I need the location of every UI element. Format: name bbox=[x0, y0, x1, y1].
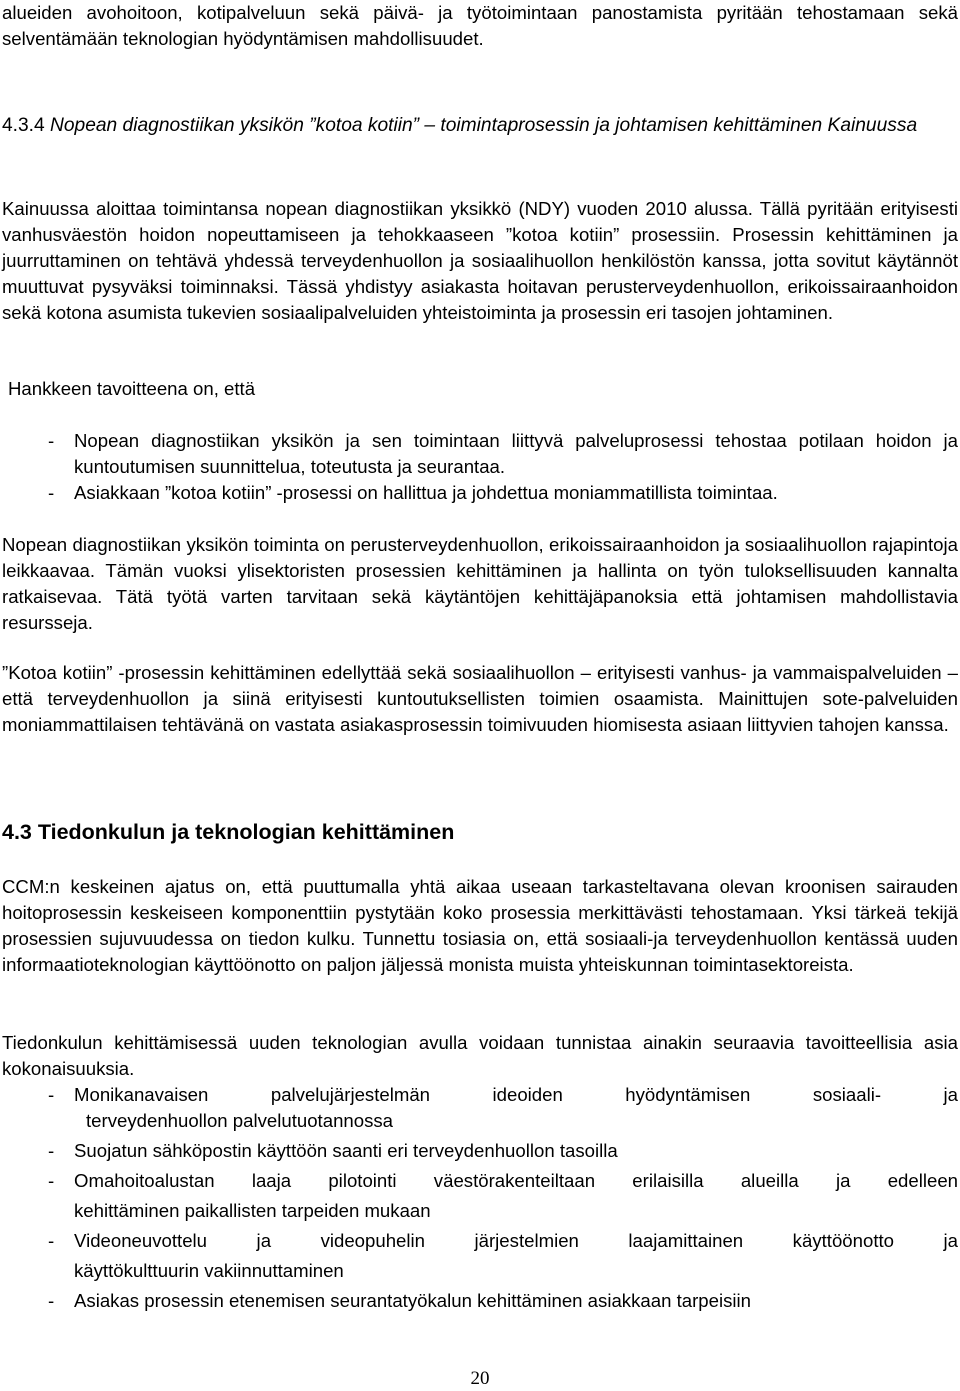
bullet-dash: - bbox=[48, 1290, 55, 1311]
goals-tech-list bbox=[2, 1082, 958, 1314]
section-4-3-4-paragraph-2: Nopean diagnostiikan yksikön toiminta on perusterveydenhuollon, erikoissairaanhoidon ja sosiaalihuollon rajapintoja leikkaavaa. Tämän vuoksi ylisektoristen prosessien kehittäminen ja hallinta on työn tuloksellisuuden kannalta ratkaisevaa. Tätä työtä varten tarvitaan sekä käytäntöjen kehittäjäpanoksia että johtamisen mahdollistavia resursseja. bbox=[2, 534, 958, 633]
section-4-3-4-paragraph-3: ”Kotoa kotiin” -prosessin kehittäminen edellyttää sekä sosiaalihuollon – erityisesti vanhus- ja vammaispalveluiden – että terveydenhuollon ja siinä erityisesti kuntoutuksellisten toimien osaamista. Mainittujen sote-palveluiden moniammattilaisen tehtävänä on vastata asiakasprosessin toimivuuden hiomisesta asiaan liittyvien tahojen kanssa. bbox=[2, 662, 958, 735]
section-4-3-paragraph-2: Tiedonkulun kehittämisessä uuden teknologian avulla voidaan tunnistaa ainakin seuraavia tavoitteellisia asia kokonaisuuksia. bbox=[2, 1032, 958, 1079]
tech-list-item: - Omahoitoalustan laaja pilotointi väestörakenteiltaan erilaisilla alueilla ja edelleen kehittäminen paikallisten tarpeiden mukaan bbox=[48, 1170, 958, 1221]
bullet-dash: - bbox=[48, 1084, 55, 1105]
bullet-dash: - bbox=[48, 1170, 55, 1191]
section-4-3-4-paragraph-1: Kainuussa aloittaa toimintansa nopean diagnostiikan yksikkö (NDY) vuoden 2010 alussa. Tällä pyritään erityisesti vanhusväestön hoidon nopeuttamiseen ja tehokkaaseen ”kotoa kotiin” prosessiin. Prosessin kehittäminen ja juurruttaminen on tehtävä yhdessä terveydenhuollon ja sosiaalihuollon henkilöstön kanssa, jotta sovitut käytännöt muuttuvat pysyväksi toiminnaksi. Tässä yhdistyy asiakasta hoitavan perusterveydenhuollon, erikoissairaanhoidon sekä kotona asumista tukevien sosiaalipalveluiden yhteistoiminta ja prosessin eri tasojen johtaminen. bbox=[2, 198, 958, 323]
goals-list-item: - Asiakkaan ”kotoa kotiin” -prosessi on hallittua ja johdettua moniammatillista toimintaa. bbox=[2, 480, 958, 506]
tech-list-item: - Suojatun sähköpostin käyttöön saanti eri terveydenhuollon tasoilla bbox=[2, 1138, 958, 1164]
bullet-dash: - bbox=[48, 430, 55, 451]
section-number: 4.3.4 bbox=[2, 115, 45, 136]
bullet-dash: - bbox=[48, 1230, 55, 1251]
bullet-dash: - bbox=[48, 482, 55, 503]
section-4-3-heading: 4.3 Tiedonkulun ja teknologian kehittäminen bbox=[2, 820, 455, 844]
goals-list bbox=[2, 428, 958, 506]
section-4-3-paragraph-1: CCM:n keskeinen ajatus on, että puuttumalla yhtä aikaa useaan tarkasteltavana olevan kroonisen sairauden hoitoprosessin keskeiseen komponenttiin pystytään koko prosessia merkittävästi tehostamaan. Yksi tärkeä tekijä prosessien sujuvuudessa on tiedon kulku. Tunnettu tosiasia on, että sosiaali-ja terveydenhuollon kentässä uuden informaatioteknologian käyttöönotto on paljon jäljessä monista muista yhteiskunnan toimintasektoreista. bbox=[2, 876, 958, 975]
tech-list-item: - Monikanavaisen palvelujärjestelmän ideoiden hyödyntämisen sosiaali- ja terveydenhuollon palvelutuotannossa bbox=[48, 1084, 958, 1131]
tech-list-item: - Asiakas prosessin etenemisen seurantatyökalun kehittäminen asiakkaan tarpeisiin bbox=[2, 1288, 958, 1314]
goals-intro: Hankkeen tavoitteena on, että bbox=[8, 378, 256, 399]
page-number: 20 bbox=[470, 1368, 490, 1389]
intro-paragraph: alueiden avohoitoon, kotipalveluun sekä päivä- ja työtoimintaan panostamista pyritään tehostamaan sekä selventämään teknologian hyödyntämisen mahdollisuudet. bbox=[2, 2, 958, 49]
tech-list-item: - Videoneuvottelu ja videopuhelin järjestelmien laajamittainen käyttöönotto ja käyttökulttuurin vakiinnuttaminen bbox=[48, 1230, 958, 1281]
section-title: Nopean diagnostiikan yksikön ”kotoa kotiin” – toimintaprosessin ja johtamisen kehittäminen Kainuussa bbox=[44, 115, 918, 136]
bullet-dash: - bbox=[48, 1140, 55, 1161]
goals-list-item: - Nopean diagnostiikan yksikön ja sen toimintaan liittyvä palveluprosessi tehostaa potilaan hoidon ja kuntoutumisen suunnittelua, toteutusta ja seurantaa. bbox=[48, 430, 958, 477]
section-4-3-4-heading bbox=[2, 112, 958, 140]
